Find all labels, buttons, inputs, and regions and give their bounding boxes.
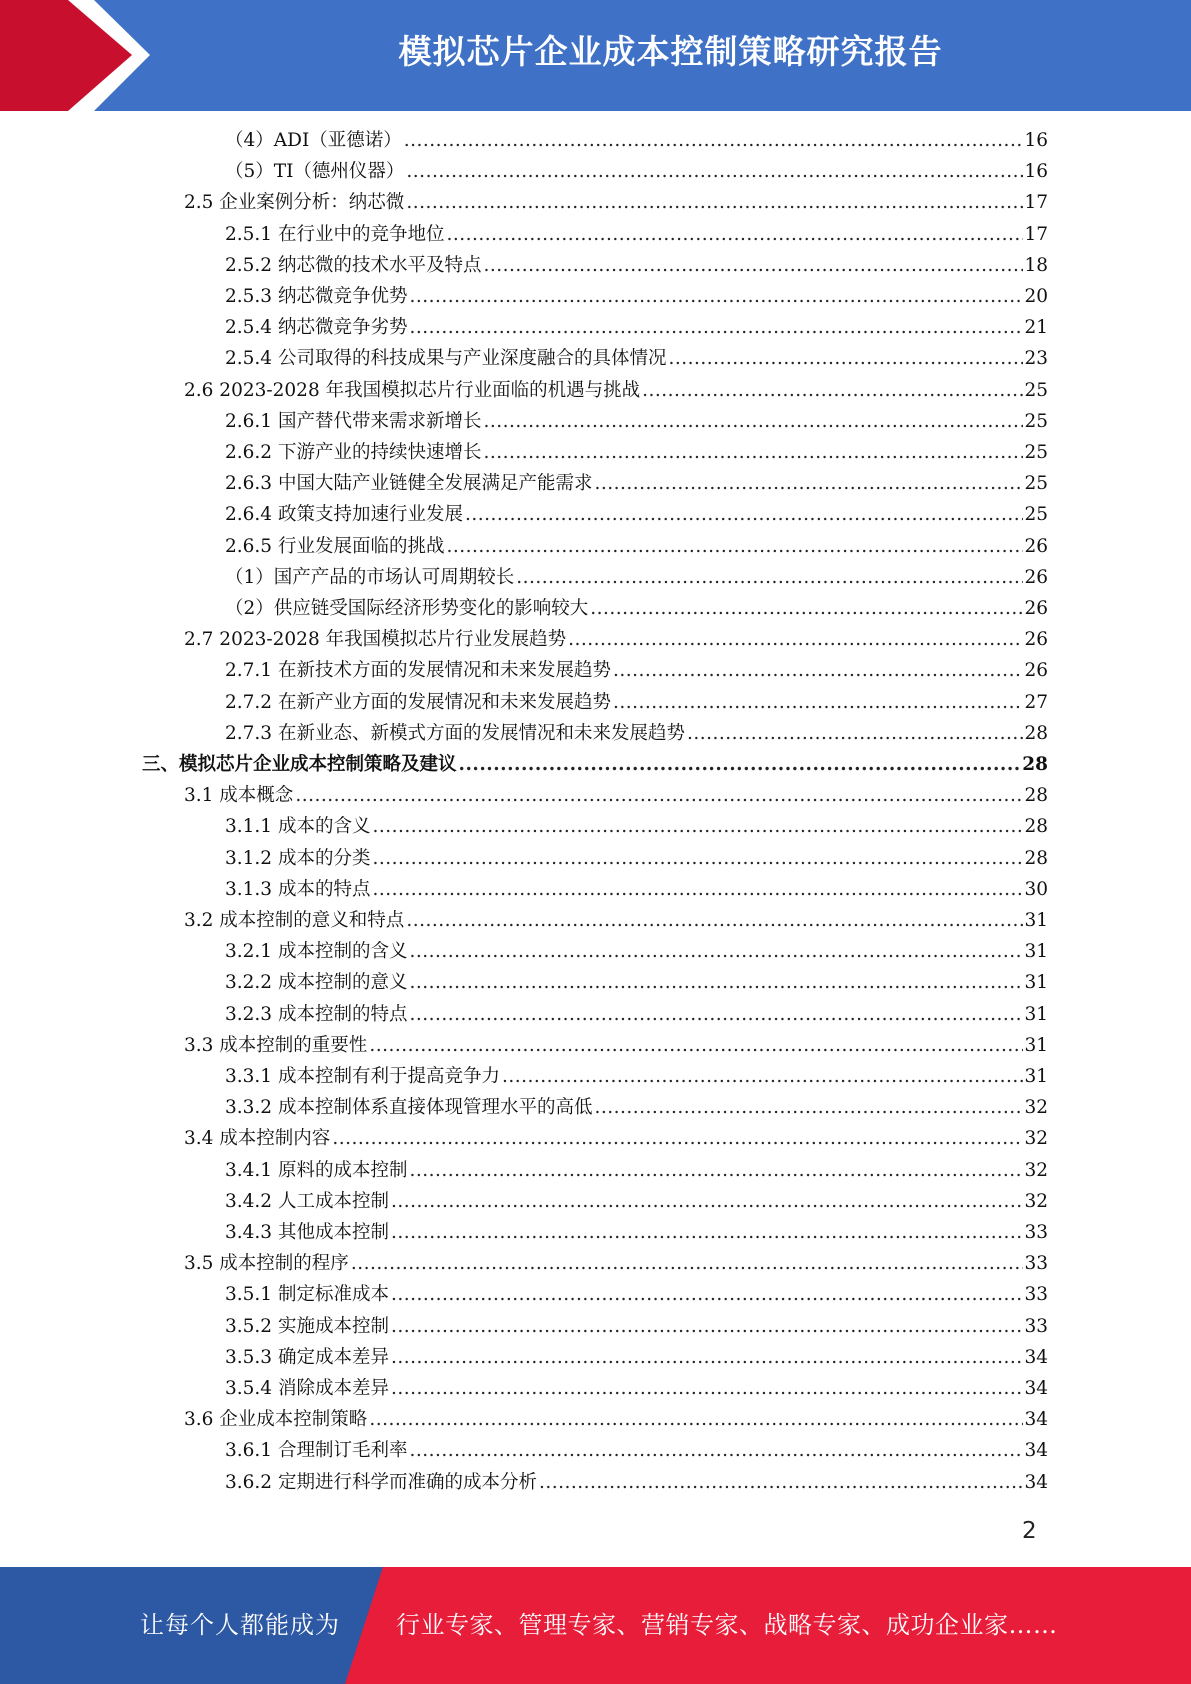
- toc-dot-leader: [459, 754, 1022, 775]
- toc-dot-leader: [483, 255, 1023, 276]
- toc-entry-label: 3.2.2 成本控制的意义: [225, 972, 408, 993]
- toc-entry-page: 26: [1024, 536, 1048, 557]
- toc-entry-page: 26: [1024, 629, 1048, 650]
- toc-dot-leader: [369, 1035, 1023, 1056]
- toc-entry[interactable]: [225, 532, 1048, 563]
- toc-dot-leader: [391, 1222, 1023, 1243]
- toc-dot-leader: [404, 130, 1024, 151]
- toc-entry-label: 2.5.1 在行业中的竞争地位: [225, 224, 445, 245]
- toc-entry[interactable]: [225, 157, 1048, 188]
- toc-entry-label: 2.7 2023-2028 年我国模拟芯片行业发展趋势: [184, 629, 567, 650]
- toc-entry-label: 2.6.2 下游产业的持续快速增长: [225, 442, 482, 463]
- toc-entry-label: 2.6.3 中国大陆产业链健全发展满足产能需求: [225, 473, 593, 494]
- toc-entry[interactable]: [225, 656, 1048, 687]
- toc-dot-leader: [516, 567, 1023, 588]
- toc-entry-page: 25: [1024, 504, 1048, 525]
- toc-entry-label: 3.5.1 制定标准成本: [225, 1284, 389, 1305]
- toc-dot-leader: [613, 660, 1023, 681]
- toc-entry-page: 28: [1024, 785, 1048, 806]
- toc-entry-page: 31: [1024, 972, 1048, 993]
- toc-dot-leader: [687, 723, 1023, 744]
- toc-entry-page: 25: [1024, 473, 1048, 494]
- toc-entry-label: （4）ADI（亚德诺）: [225, 130, 402, 151]
- toc-entry-label: 3.3 成本控制的重要性: [184, 1035, 368, 1056]
- toc-entry-page: 16: [1024, 161, 1048, 182]
- toc-entry-label: 2.5.2 纳芯微的技术水平及特点: [225, 255, 482, 276]
- page-header: [0, 0, 1191, 111]
- page-number: 2: [1022, 1518, 1037, 1544]
- toc-entry-label: 3.4.1 原料的成本控制: [225, 1160, 408, 1181]
- toc-entry[interactable]: [225, 1436, 1048, 1467]
- toc-dot-leader: [446, 224, 1023, 245]
- toc-entry-page: 34: [1024, 1440, 1048, 1461]
- toc-dot-leader: [295, 785, 1023, 806]
- toc-entry[interactable]: [184, 1031, 1048, 1062]
- toc-entry-label: 3.6.1 合理制订毛利率: [225, 1440, 408, 1461]
- toc-dot-leader: [483, 411, 1023, 432]
- toc-entry-label: 3.5.3 确定成本差异: [225, 1347, 389, 1368]
- toc-entry-page: 33: [1024, 1316, 1048, 1337]
- toc-dot-leader: [391, 1191, 1023, 1212]
- toc-dot-leader: [391, 1316, 1023, 1337]
- toc-entry-page: 32: [1024, 1191, 1048, 1212]
- toc-dot-leader: [642, 380, 1023, 401]
- toc-entry-page: 33: [1024, 1253, 1048, 1274]
- toc-entry-page: 25: [1024, 442, 1048, 463]
- toc-entry[interactable]: [225, 1093, 1048, 1124]
- toc-entry[interactable]: [184, 188, 1048, 219]
- toc-entry[interactable]: [225, 407, 1048, 438]
- toc-entry-label: 3.4 成本控制内容: [184, 1128, 331, 1149]
- toc-entry-label: 3.2 成本控制的意义和特点: [184, 910, 405, 931]
- toc-entry[interactable]: [225, 313, 1048, 344]
- toc-entry-page: 30: [1024, 879, 1048, 900]
- toc-entry[interactable]: [225, 812, 1048, 843]
- toc-dot-leader: [372, 879, 1023, 900]
- toc-entry-page: 31: [1024, 1004, 1048, 1025]
- toc-entry[interactable]: [225, 594, 1048, 625]
- toc-entry[interactable]: [225, 875, 1048, 906]
- toc-dot-leader: [391, 1284, 1023, 1305]
- toc-dot-leader: [351, 1253, 1024, 1274]
- toc-entry[interactable]: [225, 1280, 1048, 1311]
- toc-entry[interactable]: [184, 1124, 1048, 1155]
- toc-entry-label: 3.6.2 定期进行科学而准确的成本分析: [225, 1472, 537, 1493]
- toc-entry-label: 2.6.1 国产替代带来需求新增长: [225, 411, 482, 432]
- toc-entry-page: 26: [1024, 660, 1048, 681]
- toc-dot-leader: [446, 536, 1023, 557]
- toc-entry[interactable]: [225, 1156, 1048, 1187]
- page-footer: [0, 1567, 1191, 1684]
- report-title: 模拟芯片企业成本控制策略研究报告: [398, 32, 943, 71]
- toc-entry-page: 21: [1024, 317, 1048, 338]
- toc-entry-label: 2.6 2023-2028 年我国模拟芯片行业面临的机遇与挑战: [184, 380, 641, 401]
- toc-entry-page: 28: [1024, 816, 1048, 837]
- toc-entry[interactable]: [225, 1062, 1048, 1093]
- toc-dot-leader: [409, 286, 1023, 307]
- toc-entry-page: 32: [1024, 1160, 1048, 1181]
- toc-dot-leader: [594, 1097, 1023, 1118]
- toc-entry-page: 34: [1024, 1472, 1048, 1493]
- toc-entry[interactable]: [142, 750, 1048, 781]
- toc-entry-label: 2.7.1 在新技术方面的发展情况和未来发展趋势: [225, 660, 611, 681]
- toc-entry[interactable]: [225, 126, 1048, 157]
- toc-entry-label: （5）TI（德州仪器）: [225, 161, 405, 182]
- toc-entry-label: 3.1.1 成本的含义: [225, 816, 371, 837]
- toc-entry[interactable]: [184, 1249, 1048, 1280]
- toc-dot-leader: [372, 816, 1023, 837]
- toc-entry-page: 31: [1024, 941, 1048, 962]
- toc-entry[interactable]: [184, 625, 1048, 656]
- toc-dot-leader: [409, 941, 1023, 962]
- toc-dot-leader: [332, 1128, 1023, 1149]
- toc-entry-label: 2.7.3 在新业态、新模式方面的发展情况和未来发展趋势: [225, 723, 685, 744]
- toc-entry-page: 32: [1024, 1128, 1048, 1149]
- toc-entry[interactable]: [225, 1343, 1048, 1374]
- toc-entry-label: （2）供应链受国际经济形势变化的影响较大: [225, 598, 589, 619]
- toc-dot-leader: [483, 442, 1023, 463]
- toc-entry-page: 34: [1024, 1347, 1048, 1368]
- toc-entry[interactable]: [225, 688, 1048, 719]
- toc-entry-page: 33: [1024, 1222, 1048, 1243]
- toc-dot-leader: [502, 1066, 1023, 1087]
- toc-entry-page: 20: [1024, 286, 1048, 307]
- toc-entry[interactable]: [184, 376, 1048, 407]
- toc-entry-page: 33: [1024, 1284, 1048, 1305]
- toc-entry[interactable]: [225, 282, 1048, 313]
- toc-entry-page: 16: [1024, 130, 1048, 151]
- toc-entry[interactable]: [184, 1405, 1048, 1436]
- toc-entry-label: （1）国产产品的市场认可周期较长: [225, 567, 515, 588]
- toc-entry[interactable]: [225, 251, 1048, 282]
- toc-entry[interactable]: [225, 1000, 1048, 1031]
- toc-entry[interactable]: [225, 563, 1048, 594]
- toc-entry-label: 3.4.3 其他成本控制: [225, 1222, 389, 1243]
- toc-entry-page: 25: [1024, 411, 1048, 432]
- toc-entry-page: 17: [1024, 224, 1048, 245]
- toc-entry-page: 28: [1022, 754, 1048, 775]
- toc-entry-page: 34: [1024, 1378, 1048, 1399]
- toc-entry[interactable]: [225, 500, 1048, 531]
- toc-entry[interactable]: [184, 906, 1048, 937]
- toc-dot-leader: [409, 972, 1023, 993]
- toc-dot-leader: [391, 1378, 1023, 1399]
- toc-entry[interactable]: [225, 469, 1048, 500]
- toc-entry[interactable]: [184, 781, 1048, 812]
- toc-entry[interactable]: [225, 1312, 1048, 1343]
- footer-slogan-right: 行业专家、管理专家、营销专家、战略专家、成功企业家……: [396, 1611, 1058, 1639]
- toc-dot-leader: [409, 1440, 1023, 1461]
- toc-entry-label: 3.4.2 人工成本控制: [225, 1191, 389, 1212]
- toc-entry[interactable]: [225, 1218, 1048, 1249]
- toc-entry-label: 3.1.3 成本的特点: [225, 879, 371, 900]
- toc-entry-page: 31: [1024, 910, 1048, 931]
- toc-entry-page: 28: [1024, 723, 1048, 744]
- toc-dot-leader: [409, 1160, 1023, 1181]
- toc-entry-page: 32: [1024, 1097, 1048, 1118]
- toc-entry-label: 2.5.3 纳芯微竞争优势: [225, 286, 408, 307]
- toc-dot-leader: [409, 317, 1023, 338]
- toc-entry-page: 31: [1024, 1066, 1048, 1087]
- toc-dot-leader: [613, 692, 1023, 713]
- toc-dot-leader: [372, 848, 1023, 869]
- toc-entry[interactable]: [225, 438, 1048, 469]
- toc-dot-leader: [369, 1409, 1023, 1430]
- toc-entry-label: 3.2.1 成本控制的含义: [225, 941, 408, 962]
- toc-dot-leader: [568, 629, 1023, 650]
- toc-entry-label: 2.6.4 政策支持加速行业发展: [225, 504, 463, 525]
- toc-dot-leader: [409, 1004, 1023, 1025]
- toc-entry-page: 34: [1024, 1409, 1048, 1430]
- toc-entry-page: 23: [1024, 348, 1048, 369]
- toc-entry-label: 2.6.5 行业发展面临的挑战: [225, 536, 445, 557]
- toc-dot-leader: [406, 192, 1023, 213]
- toc-entry-label: 2.7.2 在新产业方面的发展情况和未来发展趋势: [225, 692, 611, 713]
- toc-dot-leader: [594, 473, 1023, 494]
- toc-dot-leader: [406, 910, 1023, 931]
- toc-entry[interactable]: [225, 344, 1048, 375]
- toc-dot-leader: [465, 504, 1023, 525]
- toc-entry-label: 2.5 企业案例分析：纳芯微: [184, 192, 405, 213]
- toc-entry[interactable]: [225, 1187, 1048, 1218]
- toc-dot-leader: [406, 161, 1023, 182]
- toc-entry-label: 3.3.1 成本控制有利于提高竞争力: [225, 1066, 500, 1087]
- toc-entry-label: 2.5.4 纳芯微竞争劣势: [225, 317, 408, 338]
- toc-entry-label: 3.5 成本控制的程序: [184, 1253, 349, 1274]
- toc-entry[interactable]: [225, 1468, 1048, 1499]
- toc-entry-page: 28: [1024, 848, 1048, 869]
- toc-entry-page: 17: [1024, 192, 1048, 213]
- toc-dot-leader: [539, 1472, 1023, 1493]
- toc-entry-page: 31: [1024, 1035, 1048, 1056]
- toc-entry[interactable]: [225, 937, 1048, 968]
- toc-entry-page: 25: [1024, 380, 1048, 401]
- toc-entry-label: 3.5.4 消除成本差异: [225, 1378, 389, 1399]
- toc-entry-label: 3.1.2 成本的分类: [225, 848, 371, 869]
- toc-dot-leader: [590, 598, 1023, 619]
- toc-dot-leader: [391, 1347, 1023, 1368]
- toc-entry-label: 3.2.3 成本控制的特点: [225, 1004, 408, 1025]
- toc-entry-page: 26: [1024, 567, 1048, 588]
- toc-entry-page: 18: [1024, 255, 1048, 276]
- toc-entry-label: 3.1 成本概念: [184, 785, 294, 806]
- footer-slogan-left: 让每个人都能成为: [140, 1611, 340, 1639]
- toc-entry-label: 三、模拟芯片企业成本控制策略及建议: [142, 754, 457, 775]
- toc-dot-leader: [668, 348, 1023, 369]
- toc-entry[interactable]: [225, 1374, 1048, 1405]
- toc-entry-page: 27: [1024, 692, 1048, 713]
- toc-entry[interactable]: [225, 968, 1048, 999]
- toc-entry[interactable]: [225, 719, 1048, 750]
- toc-entry-page: 26: [1024, 598, 1048, 619]
- toc-entry-label: 3.3.2 成本控制体系直接体现管理水平的高低: [225, 1097, 593, 1118]
- toc-entry[interactable]: [225, 220, 1048, 251]
- toc-entry-label: 3.5.2 实施成本控制: [225, 1316, 389, 1337]
- toc-entry-label: 3.6 企业成本控制策略: [184, 1409, 368, 1430]
- toc-entry-label: 2.5.4 公司取得的科技成果与产业深度融合的具体情况: [225, 348, 667, 369]
- toc-entry[interactable]: [225, 844, 1048, 875]
